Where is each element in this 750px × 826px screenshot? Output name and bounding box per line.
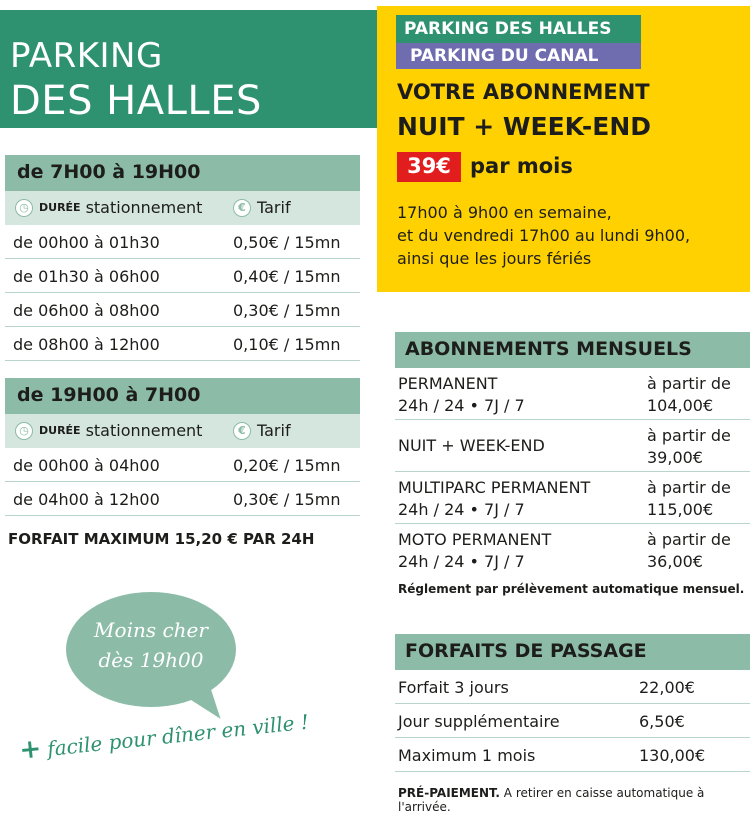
- table-row: [5, 448, 360, 482]
- passes-note: [398, 786, 750, 814]
- row-price-prefix: à partir de: [647, 374, 731, 393]
- row-price: 104,00€: [647, 396, 714, 415]
- table-row: [5, 327, 360, 361]
- night-tariff-table: [5, 378, 360, 516]
- clock-icon: ◷: [15, 199, 33, 217]
- plus-icon: +: [18, 733, 43, 766]
- table-row: [5, 225, 360, 259]
- table-row: [395, 472, 750, 524]
- row-price-prefix: à partir de: [647, 530, 731, 549]
- bubble-line-1: Moins cher: [94, 618, 208, 642]
- desc-line: ainsi que les jours fériés: [397, 249, 592, 268]
- slogan-text: facile pour dîner en ville !: [46, 709, 310, 761]
- row-price: 0,10€ / 15mn: [233, 335, 341, 354]
- row-name: Forfait 3 jours: [398, 678, 509, 697]
- title-line-2: DES HALLES: [10, 78, 262, 124]
- row-sub: 24h / 24 • 7J / 7: [398, 396, 525, 415]
- promo-price: 39€: [397, 152, 461, 182]
- row-price: 115,00€: [647, 500, 714, 519]
- speech-bubble: [66, 592, 236, 707]
- tarif-label: Tarif: [257, 421, 291, 440]
- promo-description: [397, 201, 690, 270]
- row-range: de 04h00 à 12h00: [13, 490, 160, 509]
- row-price: 0,20€ / 15mn: [233, 456, 341, 475]
- row-price: 0,30€ / 15mn: [233, 301, 341, 320]
- row-name: Maximum 1 mois: [398, 746, 536, 765]
- euro-icon: €: [233, 422, 251, 440]
- promo-heading-2: NUIT + WEEK-END: [397, 112, 651, 141]
- row-price: 0,50€ / 15mn: [233, 233, 341, 252]
- row-price: 39,00€: [647, 448, 703, 467]
- row-price: 6,50€: [639, 712, 685, 731]
- row-sub: 24h / 24 • 7J / 7: [398, 500, 525, 519]
- table-row: [395, 524, 750, 576]
- promo-price-label: par mois: [470, 154, 573, 178]
- row-name: PERMANENT: [398, 374, 498, 393]
- passes-table: [395, 634, 750, 772]
- duration-label: stationnement: [85, 198, 203, 217]
- row-range: de 06h00 à 08h00: [13, 301, 160, 320]
- row-name: Jour supplémentaire: [398, 712, 560, 731]
- subscriptions-table: [395, 332, 750, 576]
- row-range: de 00h00 à 01h30: [13, 233, 160, 252]
- table-row: [5, 259, 360, 293]
- day-tariff-band: de 7H00 à 19H00: [5, 155, 360, 191]
- duration-bold-label: DURÉE: [39, 201, 81, 214]
- table-row: [395, 420, 750, 472]
- row-price: 0,30€ / 15mn: [233, 490, 341, 509]
- note-bold: PRÉ-PAIEMENT.: [398, 786, 500, 800]
- table-row: [395, 670, 750, 704]
- table-row: [395, 368, 750, 420]
- subscriptions-note: Réglement par prélèvement automatique mensuel.: [398, 582, 745, 596]
- row-name: MOTO PERMANENT: [398, 530, 552, 549]
- row-price: 22,00€: [639, 678, 695, 697]
- row-price-prefix: à partir de: [647, 426, 731, 445]
- title-line-1: PARKING: [10, 36, 163, 76]
- desc-line: et du vendredi 17h00 au lundi 9h00,: [397, 226, 691, 245]
- night-tariff-band: de 19H00 à 7H00: [5, 378, 360, 414]
- passes-band: FORFAITS DE PASSAGE: [395, 634, 750, 670]
- tarif-label: Tarif: [257, 198, 291, 217]
- subscriptions-band: ABONNEMENTS MENSUELS: [395, 332, 750, 368]
- table-row: [395, 704, 750, 738]
- row-name: MULTIPARC PERMANENT: [398, 478, 591, 497]
- row-price: 130,00€: [639, 746, 706, 765]
- forfait-maximum: FORFAIT MAXIMUM 15,20 € PAR 24H: [8, 530, 315, 548]
- day-tariff-table: [5, 155, 360, 361]
- tag-parking-halles: PARKING DES HALLES: [396, 15, 641, 43]
- note-text: A retirer en caisse automatique à l'arrivée.: [398, 786, 705, 814]
- desc-line: 17h00 à 9h00 en semaine,: [397, 203, 612, 222]
- tag-parking-canal: PARKING DU CANAL: [396, 43, 641, 69]
- row-range: de 08h00 à 12h00: [13, 335, 160, 354]
- clock-icon: ◷: [15, 422, 33, 440]
- parking-title-block: [0, 10, 378, 128]
- slogan: [18, 706, 310, 766]
- bubble-line-2: dès 19h00: [98, 648, 204, 672]
- row-range: de 01h30 à 06h00: [13, 267, 160, 286]
- row-price: 36,00€: [647, 552, 703, 571]
- table-row: [5, 293, 360, 327]
- table-row: [5, 482, 360, 516]
- night-tariff-header: [5, 414, 360, 448]
- row-price-prefix: à partir de: [647, 478, 731, 497]
- euro-icon: €: [233, 199, 251, 217]
- row-price: 0,40€ / 15mn: [233, 267, 341, 286]
- row-sub: 24h / 24 • 7J / 7: [398, 552, 525, 571]
- promo-block: [377, 6, 750, 292]
- duration-bold-label: DURÉE: [39, 424, 81, 437]
- row-range: de 00h00 à 04h00: [13, 456, 160, 475]
- row-name: NUIT + WEEK-END: [398, 436, 545, 455]
- promo-heading-1: VOTRE ABONNEMENT: [397, 80, 650, 104]
- table-row: [395, 738, 750, 772]
- duration-label: stationnement: [85, 421, 203, 440]
- day-tariff-header: [5, 191, 360, 225]
